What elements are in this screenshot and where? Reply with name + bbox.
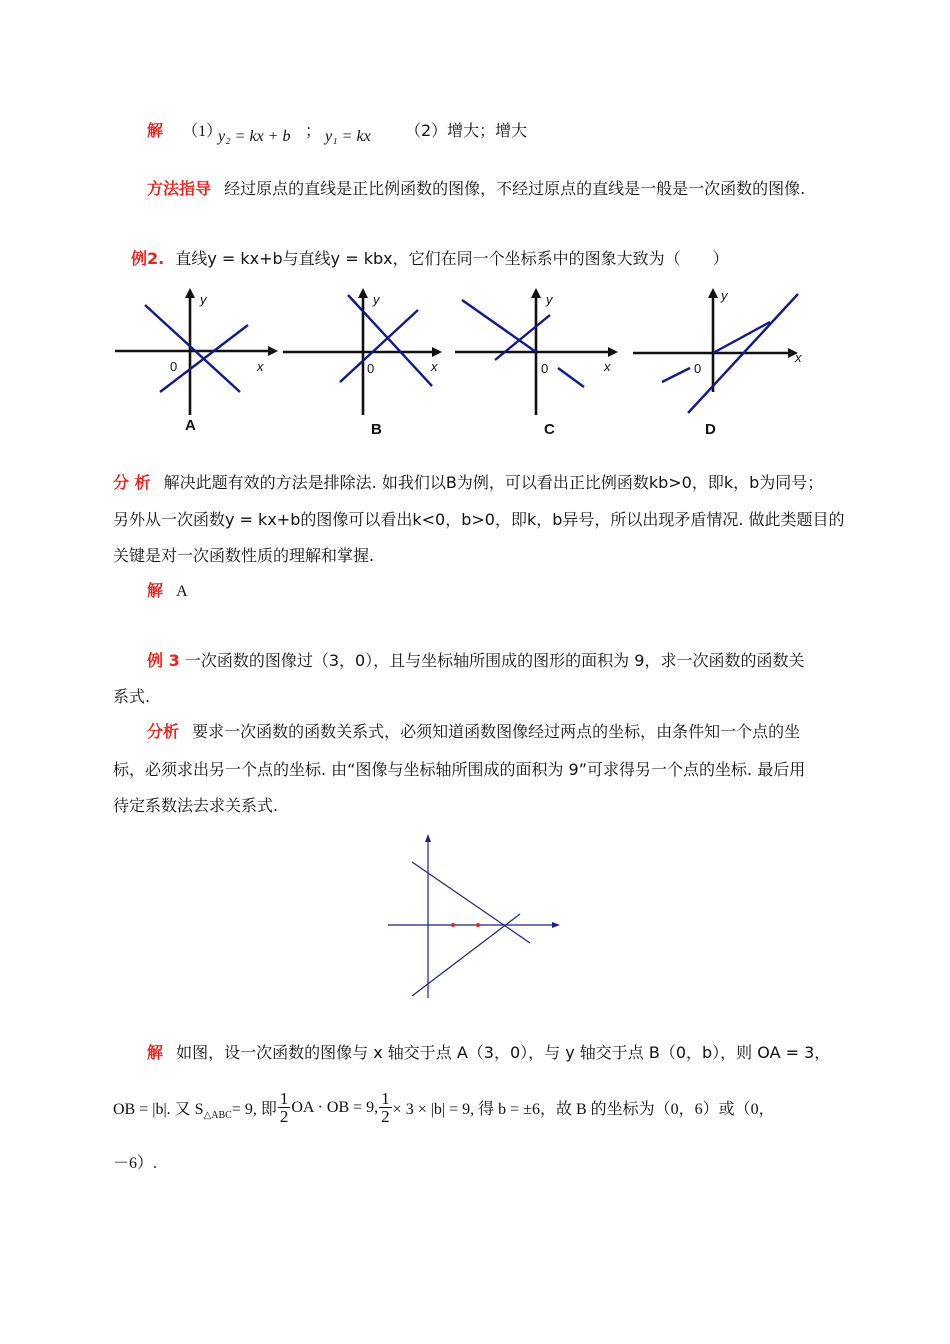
method-row xyxy=(147,176,805,199)
graph-c xyxy=(455,288,618,438)
figure-y-arrow xyxy=(425,834,431,842)
example3-solution-line-3: －6）. xyxy=(113,1155,158,1172)
graph-a-y-arrow xyxy=(185,288,195,298)
graph-d xyxy=(633,288,802,438)
answer-eq1: y₂ = kx + b xyxy=(218,128,291,145)
example2-answer-label: 解 xyxy=(147,581,164,600)
method-text: 经过原点的直线是正比例函数的图像，不经过原点的直线是一般是一次函数的图像. xyxy=(224,179,806,198)
example3-analysis-label: 分析 xyxy=(147,722,180,741)
graph-b-x-arrow xyxy=(432,347,442,357)
example3-solution-text-1: 如图，设一次函数的图像与 x 轴交于点 A（3，0），与 y 轴交于点 B（0，b），则 OA = 3， xyxy=(176,1043,831,1062)
graph-c-y-arrow xyxy=(531,288,541,298)
example2-text: 直线y = kx+b与直线y = kbx，它们在同一个坐标系中的图象大致为（ ） xyxy=(175,249,729,268)
figure-line-1 xyxy=(412,862,530,943)
example3-figure xyxy=(380,828,570,1003)
example3-text-1: 一次函数的图像过（3，0），且与坐标轴所围成的图形的面积为 9，求一次函数的函数关 xyxy=(184,651,805,670)
fraction-half-2 xyxy=(379,1090,392,1125)
example2-answer-row xyxy=(147,578,188,601)
graph-a-x-label: x xyxy=(257,359,264,374)
graph-c-x-arrow xyxy=(608,347,618,357)
example2-analysis-line-2: 另外从一次函数y = kx+b的图像可以看出k<0，b>0，即k，b异号，所以出现矛盾情况. 做此类题目的 xyxy=(113,510,845,529)
answer-part2: （2）增大；增大 xyxy=(405,121,528,140)
fraction-half-1-num: 1 xyxy=(279,1089,289,1108)
graph-c-y-label: y xyxy=(546,292,553,307)
graph-b-line-2 xyxy=(340,310,418,382)
graph-c-line-1b xyxy=(558,368,584,387)
example2-graphs xyxy=(100,280,820,445)
graph-d-line-2 xyxy=(713,322,770,353)
graph-d-y-arrow xyxy=(708,288,718,298)
example2-row xyxy=(131,246,729,269)
example3-analysis-text-1: 要求一次函数的函数关系式，必须知道函数图像经过两点的坐标，由条件知一个点的坐 xyxy=(192,722,801,741)
example2-label: 例2. xyxy=(131,249,165,268)
sol2-part-c: OA · OB = 9, xyxy=(291,1098,379,1116)
figure-x-arrow xyxy=(552,922,560,928)
example3-line-2: 系式. xyxy=(113,687,151,706)
graph-a-caption: A xyxy=(185,417,196,434)
graph-d-caption: D xyxy=(705,421,716,438)
graph-a-x-arrow xyxy=(268,346,278,356)
graph-a-line-1 xyxy=(145,305,240,392)
graph-c-origin: 0 xyxy=(541,361,549,376)
graph-b-y-arrow xyxy=(358,288,368,298)
sol2-part-b: = 9, 即 xyxy=(231,1101,277,1118)
method-label: 方法指导 xyxy=(147,179,212,198)
sol2-part-d: × 3 × |b| = 9, 得 b = ±6，故 B 的坐标为（0，6）或（0， xyxy=(392,1101,775,1118)
example3-solution-line-2 xyxy=(113,1090,775,1125)
fraction-half-1-den: 2 xyxy=(279,1107,289,1126)
fraction-half-2-den: 2 xyxy=(381,1107,390,1126)
example2-analysis-line-1 xyxy=(113,470,823,493)
example3-analysis-line-2: 标，必须求出另一个点的坐标. 由“图像与坐标轴所围成的面积为 9”可求得另一个点的坐标. 最后用 xyxy=(113,760,806,779)
example2-answer: A xyxy=(176,583,188,600)
graph-a-origin: 0 xyxy=(170,359,178,374)
answer-part1: （1） xyxy=(182,123,223,140)
graph-d-y-label: y xyxy=(721,288,728,303)
graph-a-y-label: y xyxy=(200,292,207,307)
graph-b-caption: B xyxy=(371,421,382,438)
fraction-half-1 xyxy=(278,1090,291,1125)
example2-analysis-label: 分 析 xyxy=(113,473,151,492)
example3-analysis-line-1 xyxy=(147,719,800,742)
fraction-half-2-num: 1 xyxy=(381,1089,390,1108)
sol2-subscript: △ABC xyxy=(203,1110,232,1121)
graph-b-origin: 0 xyxy=(367,361,375,376)
graph-c-caption: C xyxy=(544,421,555,438)
graph-a xyxy=(115,288,278,434)
example2-analysis-text-1: 解决此题有效的方法是排除法. 如我们以B为例，可以看出正比例函数kb>0，即k，b为同号； xyxy=(163,473,824,492)
graph-c-x-label: x xyxy=(604,359,611,374)
answer-1-row xyxy=(147,118,222,141)
graph-d-origin: 0 xyxy=(694,361,702,376)
graph-b-line-1 xyxy=(348,295,432,386)
example3-solution-line-1 xyxy=(147,1040,830,1063)
graph-c-line-1 xyxy=(462,300,536,352)
answer-sep: ； xyxy=(305,121,322,140)
graph-b xyxy=(283,288,442,438)
graph-b-y-label: y xyxy=(373,292,380,307)
example3-label: 例 3 xyxy=(147,651,180,670)
graph-b-x-label: x xyxy=(431,359,438,374)
answer-eq2: y₁ = kx xyxy=(325,128,371,145)
example3-line-1 xyxy=(147,648,804,671)
figure-point-1 xyxy=(451,923,455,927)
answer-label: 解 xyxy=(147,121,164,140)
figure-point-2 xyxy=(476,923,480,927)
example2-analysis-line-3: 关键是对一次函数性质的理解和掌握. xyxy=(113,546,375,565)
graph-d-line-2b xyxy=(662,368,690,382)
example3-analysis-line-3: 待定系数法去求关系式. xyxy=(113,796,279,815)
sol2-part-a: OB = |b|. 又 S xyxy=(113,1101,204,1118)
graph-d-x-label: x xyxy=(795,350,802,365)
example3-solution-label: 解 xyxy=(147,1043,164,1062)
